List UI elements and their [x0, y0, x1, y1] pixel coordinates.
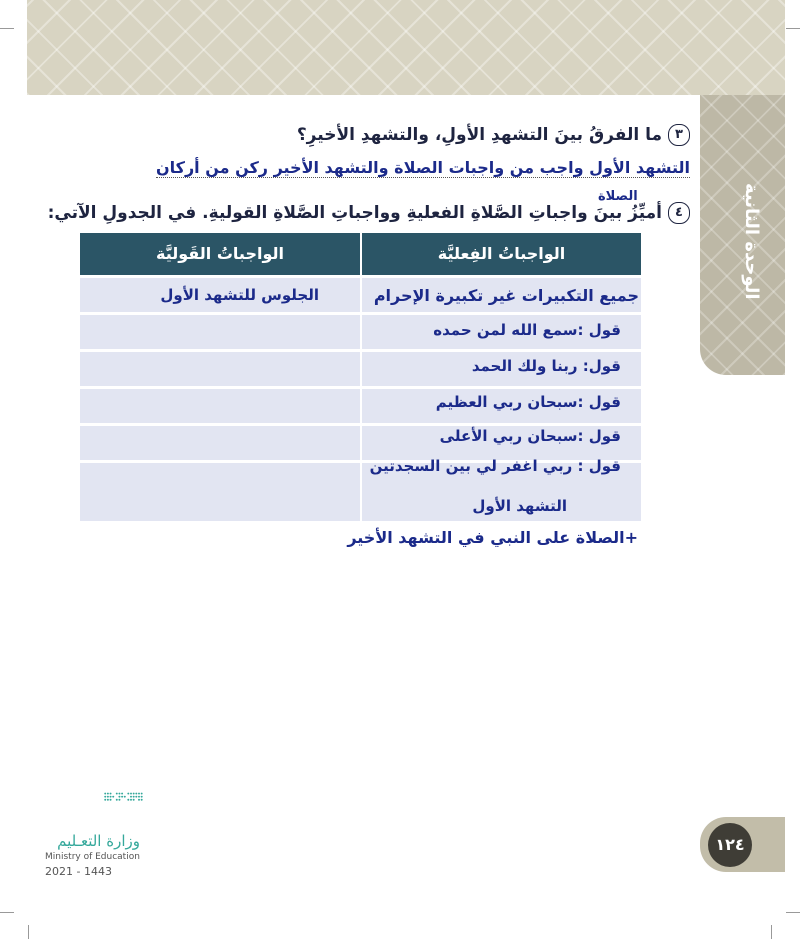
- question-4-text: أميِّزُ بينَ واجباتِ الصَّلاةِ الفعليةِ وواجباتِ الصَّلاةِ القوليةِ. في الجدولِ الآتي:: [47, 203, 662, 223]
- header-actions: الواجباتُ الفِعليَّة: [437, 244, 566, 263]
- ministry-logo-icon: [45, 790, 185, 830]
- page-number: ١٢٤: [708, 823, 752, 867]
- crop-mark: [0, 28, 14, 29]
- question-4-number: ٤: [668, 202, 690, 224]
- column-divider: [360, 275, 362, 521]
- cell-actions-7: التشهد الأول: [472, 497, 567, 515]
- question-3: [297, 124, 690, 146]
- crop-mark: [28, 925, 29, 939]
- ministry-name-arabic: وزارة التعـليم: [57, 832, 140, 850]
- cell-sayings-1: الجلوس للتشهد الأول: [160, 286, 319, 304]
- cell-actions-3: قول: ربنا ولك الحمد: [471, 357, 621, 375]
- table-header: [80, 233, 641, 275]
- question-3-answer: التشهد الأول واجب من واجبات الصلاة والتشهد الأخير ركن من أركان: [155, 158, 690, 177]
- crop-mark: [771, 925, 772, 939]
- cell-actions-4: قول :سبحان ربي العظيم: [435, 393, 621, 411]
- top-pattern-band: [27, 0, 785, 95]
- cell-actions-1: جميع التكبيرات غير تكبيرة الإحرام: [373, 286, 639, 305]
- question-4: [48, 202, 690, 224]
- crop-mark: [786, 28, 800, 29]
- question-4-handwritten-insert: الصلاة: [598, 189, 638, 204]
- duties-table: [80, 233, 641, 521]
- ministry-name-english: Ministry of Education: [45, 852, 140, 862]
- header-divider: [360, 233, 362, 275]
- crop-mark: [0, 912, 14, 913]
- edition-year: 2021 - 1443: [45, 865, 112, 878]
- question-3-text: ما الفرقُ بينَ التشهدِ الأولِ، والتشهدِ الأخيرِ؟: [296, 125, 662, 145]
- cell-actions-6: قول : ربي اغفر لي بين السجدتين: [369, 457, 621, 475]
- crop-mark: [786, 912, 800, 913]
- question-3-number: ٣: [668, 124, 690, 146]
- after-table-line: +الصلاة على النبي في التشهد الأخير: [347, 528, 638, 547]
- cell-actions-2: قول :سمع الله لمن حمده: [433, 321, 621, 339]
- cell-actions-5: قول :سبحان ربي الأعلى: [439, 427, 621, 445]
- header-sayings: الواجباتُ القَوليَّة: [155, 244, 284, 263]
- unit-label: الوحدة الثانية: [741, 183, 762, 300]
